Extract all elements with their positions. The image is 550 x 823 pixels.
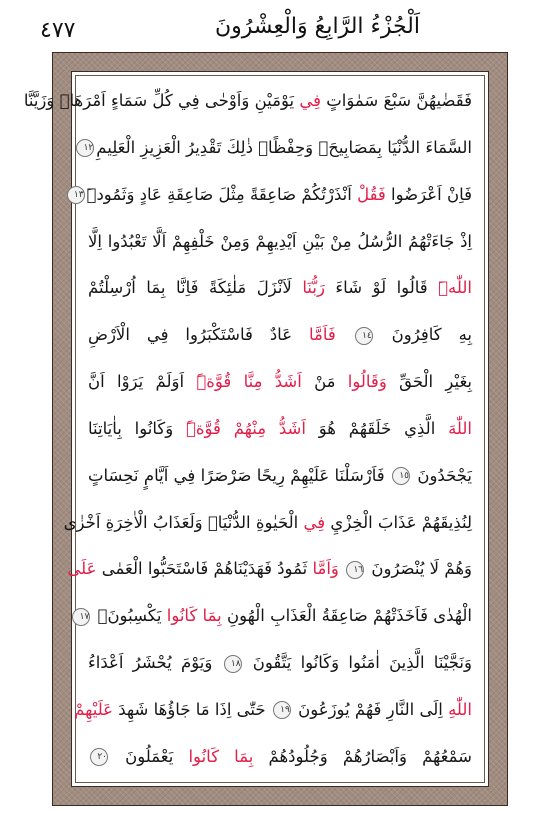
highlighted-word: فِي (303, 512, 326, 532)
highlighted-word: اللّٰهَ (448, 418, 472, 438)
verse-text: وَهُمْ لَا يُنْصَرُونَ (366, 559, 472, 579)
highlighted-word: اَشَدُّ مِنَّا قُوَّةًۜ (196, 372, 302, 392)
verse-text: عَادٌ فَاسْتَكْبَرُوا فِي الْاَرْضِ (88, 325, 309, 345)
verse-text: وَنَجَّيْنَا الَّذِينَ اٰمَنُوا وَكَانُوا يَتَّقُونَ (243, 653, 472, 673)
verse-text: الْحَيٰوةِ الدُّنْيَاۜ وَلَعَذَابُ الْاٰخِرَةِ اَخْزٰى (63, 512, 304, 532)
verse-text: فَاَرْسَلْنَا عَلَيْهِمْ رِيحًا صَرْصَرًا فِي اَيَّامٍ نَحِسَاتٍ (88, 465, 391, 485)
verse-text: وَيَوْمَ يُحْشَرُ اَعْدَاءُ (88, 653, 222, 673)
verse-text: فَاِنْ اَعْرَضُوا (385, 184, 472, 204)
verse-text: الَّذِي خَلَقَهُمْ هُوَ (305, 418, 449, 438)
verse-line (88, 227, 472, 257)
verse-text: قَالُوا لَوْ شَاءَ (324, 278, 439, 298)
verse-line (88, 273, 472, 303)
verse-text: بِهِ كَافِرُونَ (374, 325, 473, 345)
verse-text: ثَمُودُ فَهَدَيْنَاهُمْ فَاسْتَحَبُّوا الْعَمٰى (96, 559, 313, 579)
highlighted-word: عَلَيْهِمْ (74, 699, 114, 719)
verse-text: يَوْمَيْنِ وَاَوْحٰى فِي كُلِّ سَمَاءٍ اَمْرَهَاۜ وَزَيَّنَّا (23, 91, 300, 110)
juz-title: اَلْجُزْءُ الرَّابِعُ وَالْعِشْرُونَ (215, 14, 420, 39)
verse-line (88, 367, 472, 397)
verse-text: اَنْذَرْتُكُمْ صَاعِقَةً مِثْلَ صَاعِقَةِ عَادٍ وَثَمُودَۜ (86, 184, 358, 204)
highlighted-word: فِي (299, 91, 321, 110)
verse-line (23, 86, 472, 116)
page-number: ٤٧٧ (40, 18, 76, 43)
ayah-number-marker: ١٧ (72, 608, 90, 626)
ayah-number-marker: ١٥ (392, 467, 410, 485)
verse-text: سَمْعُهُمْ وَاَبْصَارُهُمْ وَجُلُودُهُمْ (253, 746, 472, 766)
verse-text: اِلَى النَّارِ فَهُمْ يُوزَعُونَ (292, 699, 449, 719)
verse-text: يَكْسِبُونَۚ (92, 606, 167, 626)
ayah-number-marker: ١٨ (224, 655, 242, 673)
verse-text: مَنْ (301, 372, 348, 392)
ayah-number-marker: ١٦ (346, 561, 364, 579)
verse-line (88, 461, 472, 491)
highlighted-word: وَقَالُوا (347, 372, 387, 392)
verse-line (83, 133, 472, 163)
verse-line (88, 414, 472, 444)
verse-text: الْهُدٰى فَاَخَذَتْهُمْ صَاعِقَةُ الْعَذَابِ الْهُونِ (221, 606, 472, 626)
verse-line (79, 601, 472, 631)
verse-text: لَاَنْزَلَ مَلٰئِكَةً فَاِنَّا بِمَا اُرْسِلْتُمْ (88, 278, 303, 298)
verse-text: وَكَانُوا بِاٰيَاتِنَا (88, 418, 186, 438)
verse-line (88, 648, 472, 678)
ayah-number-marker: ١٢ (76, 139, 94, 157)
verse-line (73, 180, 472, 210)
highlighted-word: اَشَدُّ مِنْهُمْ قُوَّةًۜ (185, 418, 306, 438)
verse-text: اِذْ جَاءَتْهُمُ الرُّسُلُ مِنْ بَيْنِ اَيْدِيهِمْ وَمِنْ خَلْفِهِمْ اَلَّا تَعْبُدُوا اِلَّا (88, 231, 472, 251)
verse-text: فَقَضٰيهُنَّ سَبْعَ سَمٰوَاتٍ (320, 91, 472, 110)
highlighted-word: بِمَا كَانُوا (166, 606, 222, 626)
highlighted-word: رَبُّنَا (302, 278, 325, 298)
highlighted-word: فَاَمَّا (309, 325, 353, 345)
ayah-number-marker: ٢٠ (90, 748, 108, 766)
verse-lines (23, 86, 473, 772)
highlighted-word: فَقُلْ (357, 184, 386, 204)
verse-line (88, 320, 472, 350)
verse-line (67, 554, 472, 584)
highlighted-word: عَلَى (67, 559, 97, 579)
ornamental-frame (23, 52, 508, 806)
highlighted-word: اللّٰهِ (448, 699, 472, 719)
ayah-number-marker: ١٤ (355, 327, 373, 345)
verse-text: لِنُذِيقَهُمْ عَذَابَ الْخِزْيِ (325, 512, 472, 532)
verse-text: يَعْمَلُونَ (110, 746, 189, 766)
page-header (40, 10, 510, 50)
verse-text: يَجْحَدُونَ (412, 465, 472, 485)
verse-text: السَّمَاءَ الدُّنْيَا بِمَصَابِيحَۗ وَحِفْظًاۜ ذٰلِكَ تَقْدِيرُ الْعَزِيزِ الْعَلِيمِ (96, 137, 472, 157)
highlighted-word: اللّٰهَۜ (438, 278, 472, 298)
verse-line (88, 742, 472, 772)
verse-text: حَتّٰى اِذَا مَا جَاؤُهَا شَهِدَ (113, 699, 271, 719)
verse-text: بِغَيْرِ الْحَقِّ (386, 372, 473, 392)
ayah-number-marker: ١٣ (67, 186, 85, 204)
highlighted-word: بِمَا كَانُوا (188, 746, 254, 766)
verse-text: اَوَلَمْ يَرَوْا اَنَّ (88, 372, 197, 392)
text-panel (23, 71, 489, 787)
highlighted-word: وَاَمَّا (312, 559, 345, 579)
verse-line (63, 508, 472, 538)
ayah-number-marker: ١٩ (273, 701, 291, 719)
verse-line (74, 695, 472, 725)
